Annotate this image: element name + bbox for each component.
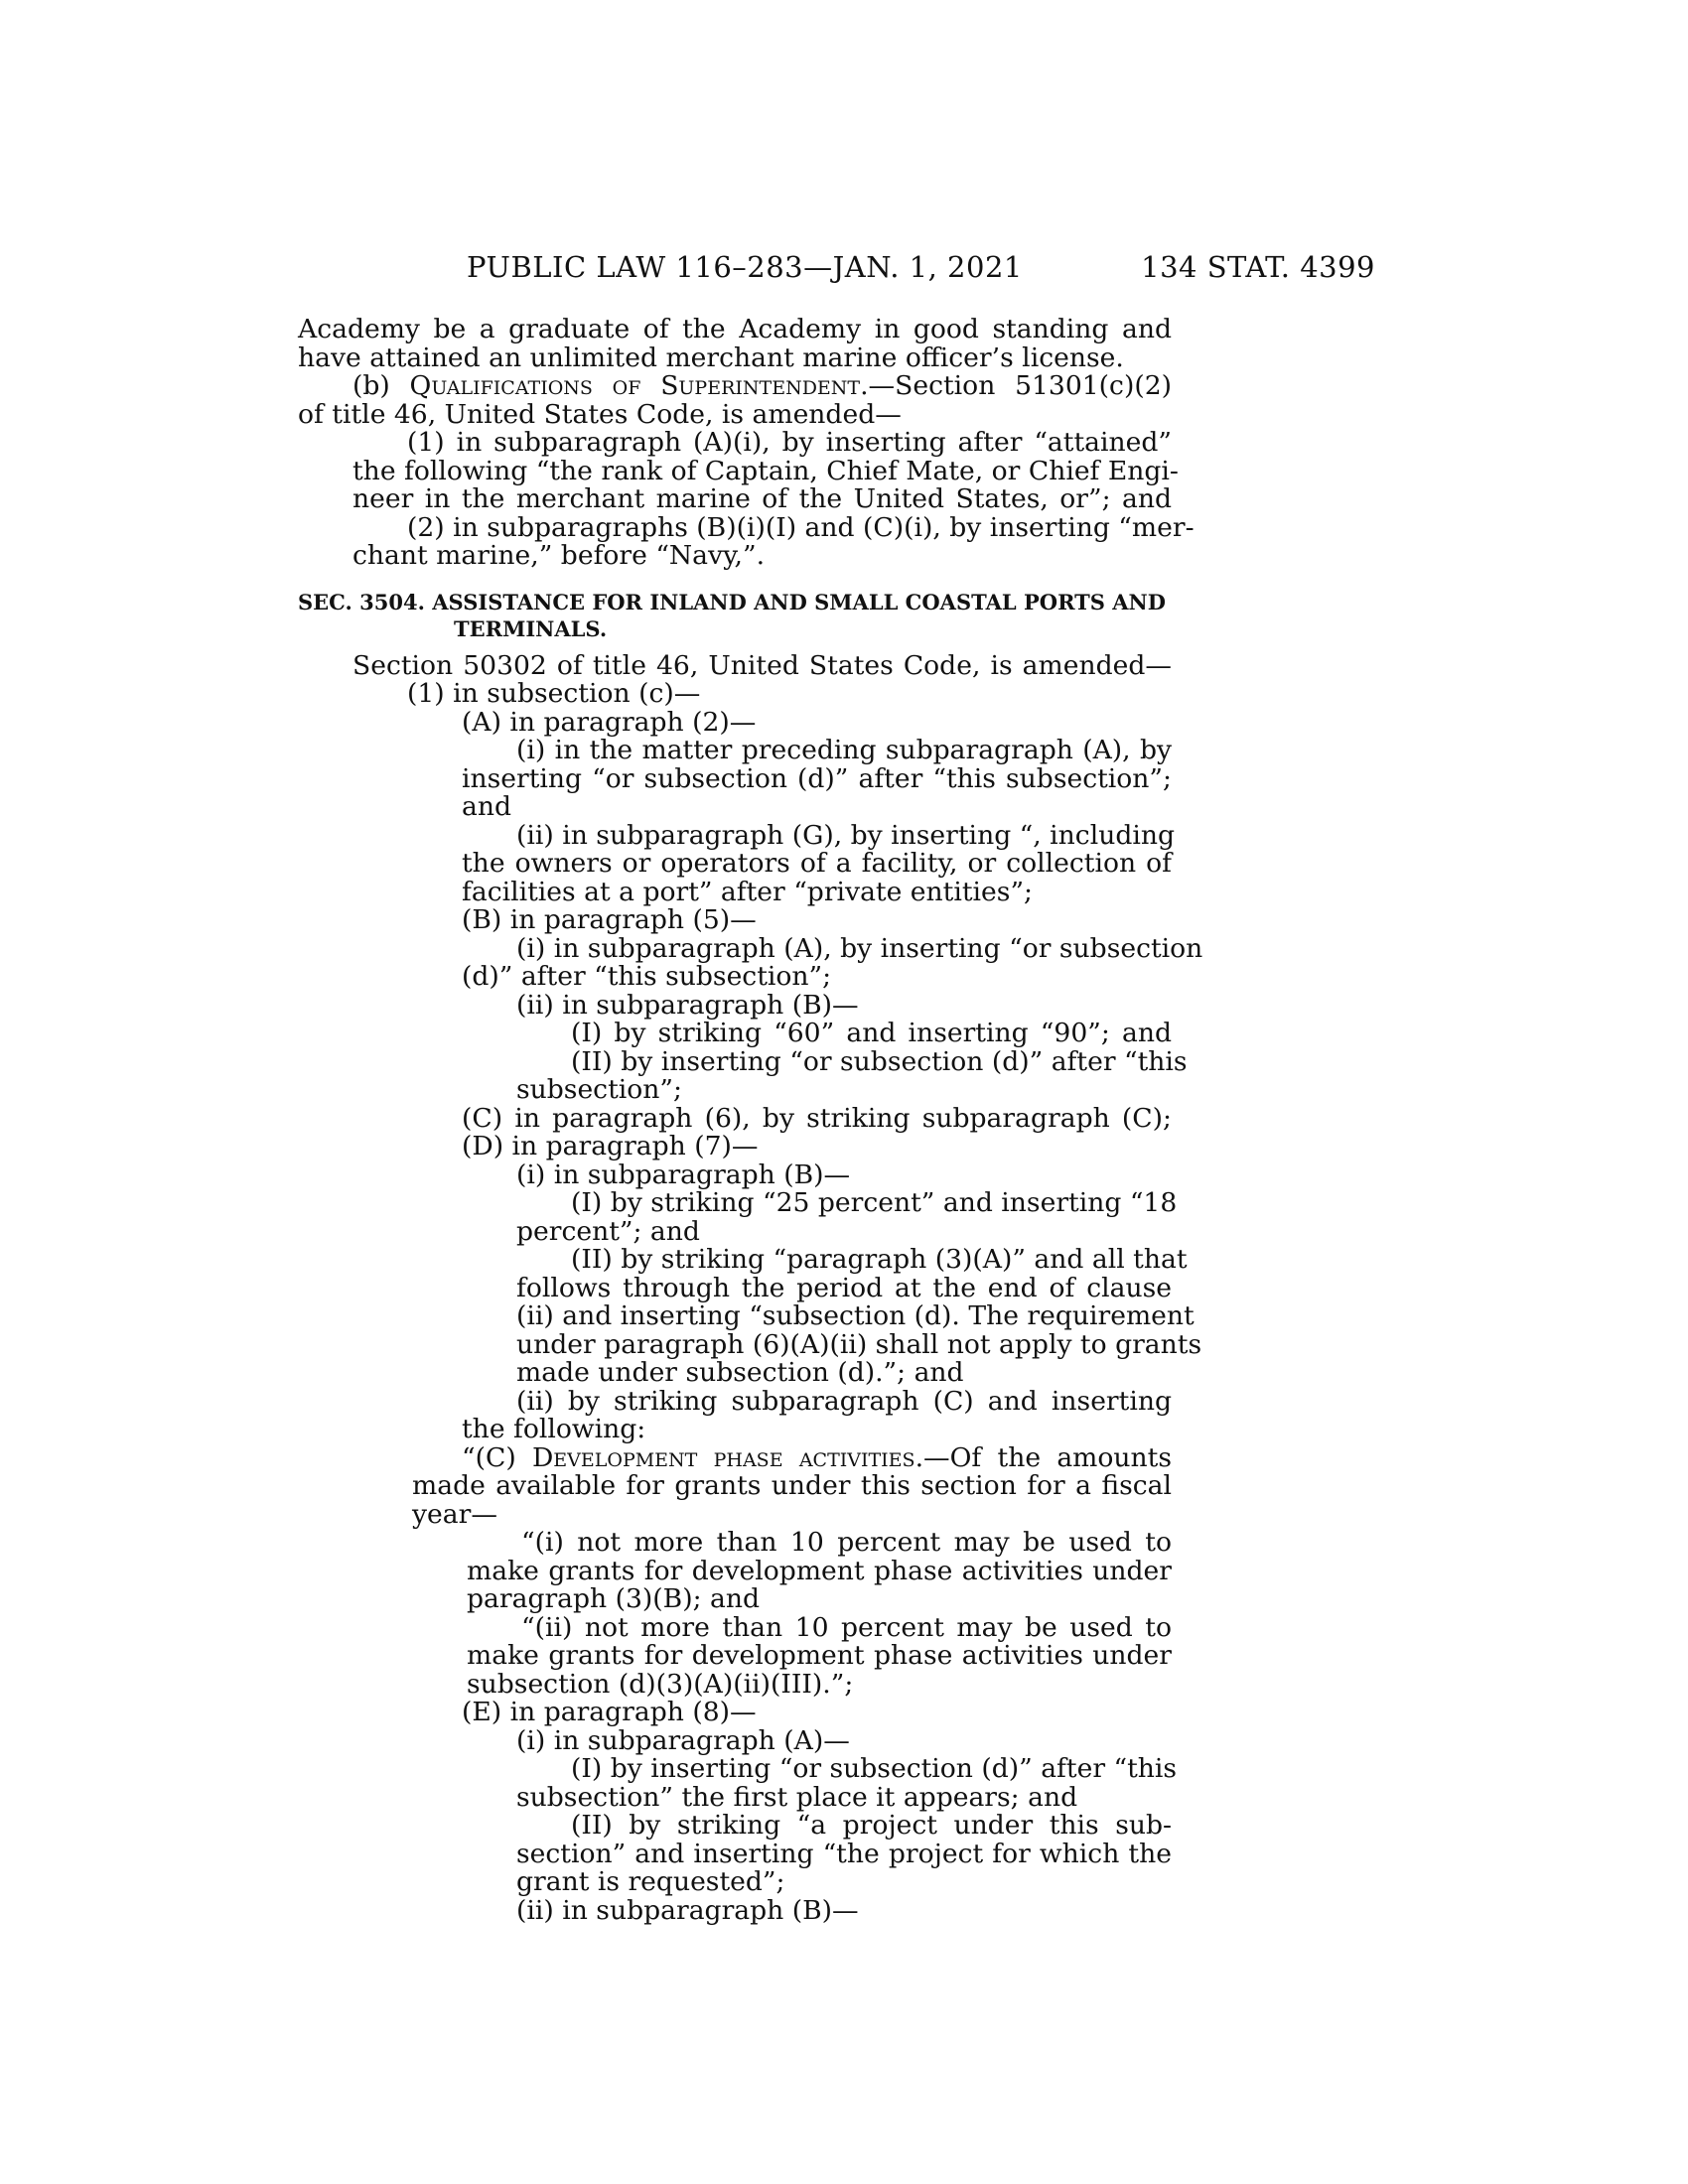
text-line: (B) in paragraph (5)— <box>462 904 757 935</box>
text-line: grant is requested”; <box>516 1866 785 1897</box>
text-line: (ii) in subparagraph (B)— <box>516 1894 859 1926</box>
text-line: “(C) Development phase activities.—Of the amounts <box>462 1441 1172 1473</box>
text-line: (1) in subparagraph (A)(i), by inserting after “attained” <box>407 427 1172 458</box>
text-line: the following: <box>462 1414 646 1444</box>
text-line: Section 50302 of title 46, United States Code, is amended— <box>352 649 1172 681</box>
text-line: subsection (d)(3)(A)(ii)(III).”; <box>467 1668 854 1700</box>
text-line: chant marine,” before “Navy,”. <box>352 540 766 571</box>
text-line: (i) in subparagraph (A), by inserting “or subsection <box>516 932 1203 964</box>
subparagraph-heading: Development phase activities <box>531 1441 915 1473</box>
text-line: (i) in the matter preceding subparagraph (A), by <box>516 735 1172 765</box>
text-line: make grants for development phase activities under <box>467 1640 1172 1671</box>
text-line: (D) in paragraph (7)— <box>462 1131 759 1161</box>
text-line: the owners or operators of a facility, or collection of <box>462 848 1172 879</box>
text-line: (i) in subparagraph (B)— <box>516 1159 851 1190</box>
text-line: (E) in paragraph (8)— <box>462 1697 757 1727</box>
text-line: year— <box>412 1498 497 1530</box>
subsection-heading: Qualifications of Superintendent <box>409 370 861 401</box>
text-line: made available for grants under this section for a fiscal <box>412 1470 1172 1501</box>
text-line: “(i) not more than 10 percent may be used to <box>521 1527 1172 1558</box>
text-line: (d)” after “this subsection”; <box>462 961 832 992</box>
page-body <box>298 314 1203 1926</box>
text-line: section” and inserting “the project for which the <box>516 1838 1172 1869</box>
text-line: subsection” the first place it appears; and <box>516 1781 1078 1813</box>
text-line: (i) in subparagraph (A)— <box>516 1724 850 1756</box>
text-line: follows through the period at the end of clause <box>516 1272 1172 1303</box>
section-heading-continued: TERMINALS. <box>454 615 608 641</box>
page-header-stat: 134 STAT. 4399 <box>1141 250 1375 284</box>
text-line: (A) in paragraph (2)— <box>462 706 757 738</box>
text-line: (II) by striking “a project under this sub- <box>571 1810 1172 1841</box>
text-line: inserting “or subsection (d)” after “this subsection”; <box>462 762 1172 794</box>
text-line: (C) in paragraph (6), by striking subparagraph (C); <box>462 1102 1172 1134</box>
text-line: (ii) and inserting “subsection (d). The requirement <box>516 1300 1195 1331</box>
text-line: (I) by inserting “or subsection (d)” after “this <box>571 1753 1178 1784</box>
text-line: (ii) by striking subparagraph (C) and inserting <box>516 1385 1172 1417</box>
text-line: (II) by striking “paragraph (3)(A)” and all that <box>571 1244 1188 1275</box>
text-line: facilities at a port” after “private entities”; <box>462 876 1033 907</box>
text-line: (ii) in subparagraph (G), by inserting “, including <box>516 819 1176 851</box>
text-line: (ii) in subparagraph (B)— <box>516 989 859 1021</box>
text-line: and <box>462 791 512 822</box>
page-header-title: PUBLIC LAW 116–283—JAN. 1, 2021 <box>467 250 1023 284</box>
running-header <box>298 250 1375 300</box>
text-line: (II) by inserting “or subsection (d)” after “this <box>571 1045 1188 1077</box>
section-heading: SEC. 3504. ASSISTANCE FOR INLAND AND SMALL COASTAL PORTS AND <box>298 589 1166 614</box>
text-line: “(ii) not more than 10 percent may be used to <box>521 1611 1172 1643</box>
text-line: (2) in subparagraphs (B)(i)(I) and (C)(i), by inserting “mer- <box>407 511 1195 543</box>
text-line: the following “the rank of Captain, Chief Mate, or Chief Engi- <box>352 455 1179 486</box>
text-line: paragraph (3)(B); and <box>467 1583 761 1614</box>
text-line: subsection”; <box>516 1074 682 1105</box>
text-line: neer in the merchant marine of the United States, or”; and <box>352 483 1172 514</box>
text-line: of title 46, United States Code, is amended— <box>298 398 902 430</box>
text-line: (1) in subsection (c)— <box>407 678 701 709</box>
text-line: (b) Qualifications of Superintendent.—Section 51301(c)(2) <box>352 370 1172 401</box>
text-line: made under subsection (d).”; and <box>516 1357 964 1388</box>
text-line: (I) by striking “25 percent” and inserting “18 <box>571 1187 1178 1218</box>
text-line: make grants for development phase activities under <box>467 1555 1172 1586</box>
text-line: under paragraph (6)(A)(ii) shall not apply to grants <box>516 1328 1202 1360</box>
text-line: percent”; and <box>516 1215 700 1247</box>
text-line: Academy be a graduate of the Academy in good standing and <box>298 314 1172 344</box>
text-line: (I) by striking “60” and inserting “90”; and <box>571 1018 1172 1048</box>
text-line: have attained an unlimited merchant marine officer’s license. <box>298 341 1124 373</box>
